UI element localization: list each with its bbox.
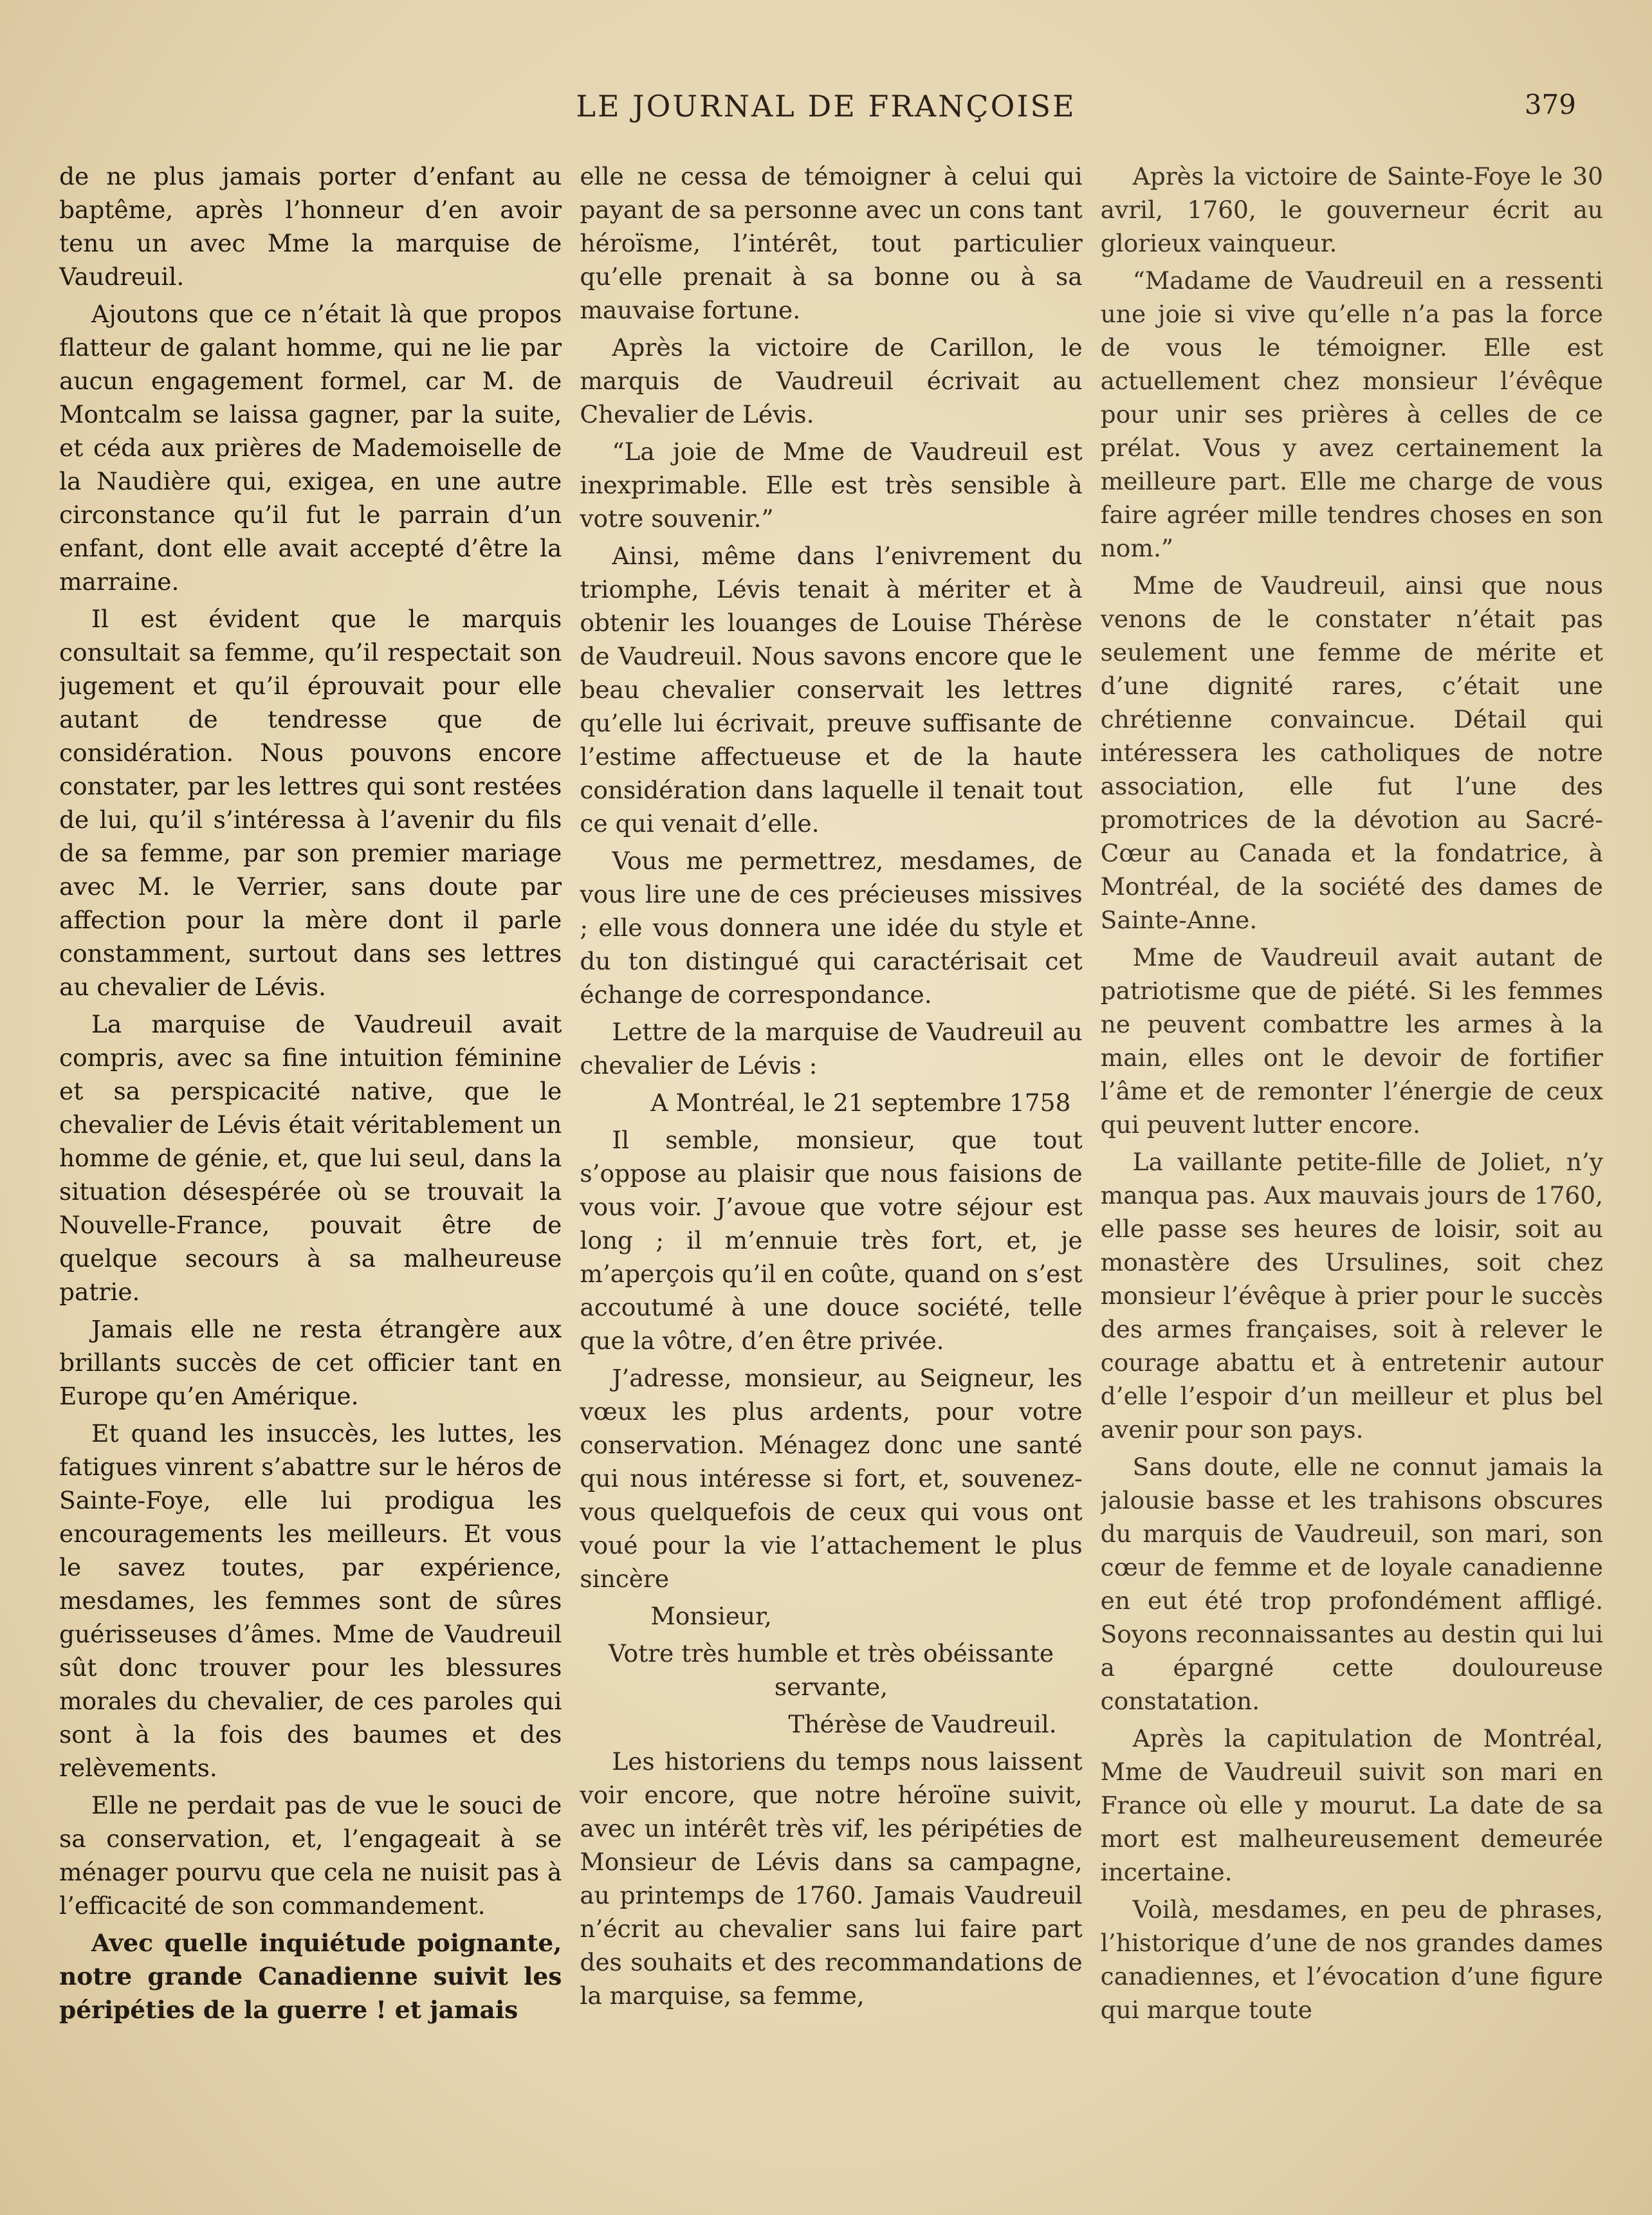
text-columns — [59, 160, 1603, 2090]
letter-body: Il semble, monsieur, que tout s’oppose au plaisir que nous faisions de vous voir. J’avoue que votre séjour est long ; il m’ennuie très fort, et, je m’aperçois qu’il en coûte, quand on s’est accoutumé à une douce société, telle que la vôtre, d’en être privée. — [580, 1126, 1083, 1355]
paragraph: Avec quelle inquiétude poignante, notre grande Canadienne suivit les péripéties de la guerre ! et jamais — [59, 1929, 562, 2024]
quotation: “Madame de Vaudreuil en a ressenti une joie si vive qu’elle n’a pas la force de vous le témoigner. Elle est actuellement chez monsieur l’évêque pour unir ses prières à celles de ce prélat. Vous y avez certainement la meilleure part. Elle me charge de vous faire agréer mille tendres choses en son nom.” — [1100, 266, 1603, 562]
running-title: LE JOURNAL DE FRANÇOISE — [576, 89, 1076, 124]
paragraph: Jamais elle ne resta étrangère aux brillants succès de cet officier tant en Europe qu’en Amérique. — [59, 1315, 562, 1410]
paragraph: Mme de Vaudreuil avait autant de patriotisme que de piété. Si les femmes ne peuvent combattre les armes à la main, elles ont le devoir de fortifier l’âme et de remonter l’énergie de ceux qui peuvent lutter encore. — [1100, 943, 1603, 1139]
paragraph: La vaillante petite-fille de Joliet, n’y manqua pas. Aux mauvais jours de 1760, elle passe ses heures de loisir, soit au monastère des Ursulines, soit chez monsieur l’évêque à prier pour le succès des armes françaises, soit à relever le courage abattu et à entretenir autour d’elle l’espoir d’un meilleur et plus bel avenir pour son pays. — [1100, 1148, 1603, 1444]
page-header — [0, 89, 1652, 134]
letter-signature: Thérèse de Vaudreuil. — [788, 1710, 1057, 1738]
paragraph: Ainsi, même dans l’enivrement du triomphe, Lévis tenait à mériter et à obtenir les louanges de Louise Thérèse de Vaudreuil. Nous savons encore que le beau chevalier conservait les lettres qu’elle lui écrivait, preuve suffisante de l’estime affectueuse et de la haute considération dans laquelle il tenait tout ce qui venait d’elle. — [580, 542, 1083, 838]
paragraph: Sans doute, elle ne connut jamais la jalousie basse et les trahisons obscures du marquis de Vaudreuil, son mari, son cœur de femme et de loyale canadienne en eut été trop profondément affligé. Soyons reconnaissantes au destin qui lui a épargné cette douloureuse constatation. — [1100, 1453, 1603, 1715]
paragraph: Les historiens du temps nous laissent voir encore, que notre héroïne suivit, avec un intérêt très vif, les péripéties de Monsieur de Lévis dans sa campagne, au printemps de 1760. Jamais Vaudreuil n’écrit au chevalier sans lui faire part des souhaits et des recommandations de la marquise, sa femme, — [580, 1747, 1083, 2010]
column-2 — [580, 160, 1082, 2090]
paragraph: Il est évident que le marquis consultait sa femme, qu’il respectait son jugement et qu’il éprouvait pour elle autant de tendresse que de considération. Nous pouvons encore constater, par les lettres qui sont restées de lui, qu’il s’intéressa à l’avenir du fils de sa femme, par son premier mariage avec M. le Verrier, sans doute par affection pour la mère dont il parle constamment, surtout dans ses lettres au chevalier de Lévis. — [59, 605, 562, 1001]
letter-closing: Votre très humble et très obéissante servante, — [608, 1639, 1054, 1701]
paragraph: Voilà, mesdames, en peu de phrases, l’historique d’une de nos grandes dames canadiennes, et l’évocation d’une figure qui marque toute — [1100, 1895, 1603, 2024]
quotation: “La joie de Mme de Vaudreuil est inexprimable. Elle est très sensible à votre souvenir.” — [580, 437, 1083, 533]
page-number: 379 — [1524, 89, 1576, 120]
paragraph: Après la victoire de Sainte-Foye le 30 avril, 1760, le gouverneur écrit au glorieux vainqueur. — [1100, 162, 1603, 257]
letter-body: J’adresse, monsieur, au Seigneur, les vœux les plus ardents, pour votre conservation. Ménagez donc une santé qui nous intéresse si fort, et, souvenez-vous quelquefois de ceux qui vous ont voué pour la vie l’attachement le plus sincère — [580, 1364, 1083, 1593]
paragraph: Et quand les insuccès, les luttes, les fatigues vinrent s’abattre sur le héros de Sainte-Foye, elle lui prodigua les encouragements les meilleurs. Et vous le savez toutes, par expérience, mesdames, les femmes sont de sûres guérisseuses d’âmes. Mme de Vaudreuil sût donc trouver pour les blessures morales du chevalier, de ces paroles qui sont à la fois des baumes et des relèvements. — [59, 1419, 562, 1782]
column-1 — [59, 160, 562, 2090]
paragraph: Vous me permettrez, mesdames, de vous lire une de ces précieuses missives ; elle vous donnera une idée du style et du ton distingué qui caractérisait cet échange de correspondance. — [580, 847, 1083, 1009]
column-3 — [1101, 160, 1603, 2090]
paragraph: Après la victoire de Carillon, le marquis de Vaudreuil écrivait au Chevalier de Lévis. — [580, 333, 1083, 428]
paragraph: de ne plus jamais porter d’enfant au baptême, après l’honneur d’en avoir tenu un avec Mme la marquise de Vaudreuil. — [59, 162, 562, 291]
paragraph: Lettre de la marquise de Vaudreuil au chevalier de Lévis : — [580, 1018, 1083, 1080]
paragraph: Ajoutons que ce n’était là que propos flatteur de galant homme, qui ne lie par aucun engagement formel, car M. de Montcalm se laissa gagner, par la suite, et céda aux prières de Mademoiselle de la Naudière qui, exigea, en une autre circonstance qu’il fut le parrain d’un enfant, dont elle avait accepté d’être la marraine. — [59, 300, 562, 596]
paragraph: Après la capitulation de Montréal, Mme de Vaudreuil suivit son mari en France où elle y mourut. La date de sa mort est malheureusement demeurée incertaine. — [1100, 1724, 1603, 1886]
letter-salutation: Monsieur, — [650, 1602, 772, 1630]
letter-dateline: A Montréal, le 21 septembre 1758 — [650, 1089, 1071, 1117]
paragraph: Mme de Vaudreuil, ainsi que nous venons de le constater n’était pas seulement une femme de mérite et d’une dignité rares, c’était une chrétienne convaincue. Détail qui intéressera les catholiques de notre association, elle fut l’une des promotrices de la dévotion au Sacré-Cœur au Canada et la fondatrice, à Montréal, de la société des dames de Sainte-Anne. — [1100, 571, 1603, 934]
paragraph: Elle ne perdait pas de vue le souci de sa conservation, et, l’engageait à se ménager pourvu que cela ne nuisit pas à l’efficacité de son commandement. — [59, 1791, 562, 1920]
paragraph: La marquise de Vaudreuil avait compris, avec sa fine intuition féminine et sa perspicacité native, que le chevalier de Lévis était véritablement un homme de génie, et, que lui seul, dans la situation désespérée où se trouvait la Nouvelle-France, pouvait être de quelque secours à sa malheureuse patrie. — [59, 1010, 562, 1306]
paragraph: elle ne cessa de témoigner à celui qui payant de sa personne avec un cons tant héroïsme, l’intérêt, tout particulier qu’elle prenait à sa bonne ou à sa mauvaise fortune. — [580, 162, 1083, 324]
